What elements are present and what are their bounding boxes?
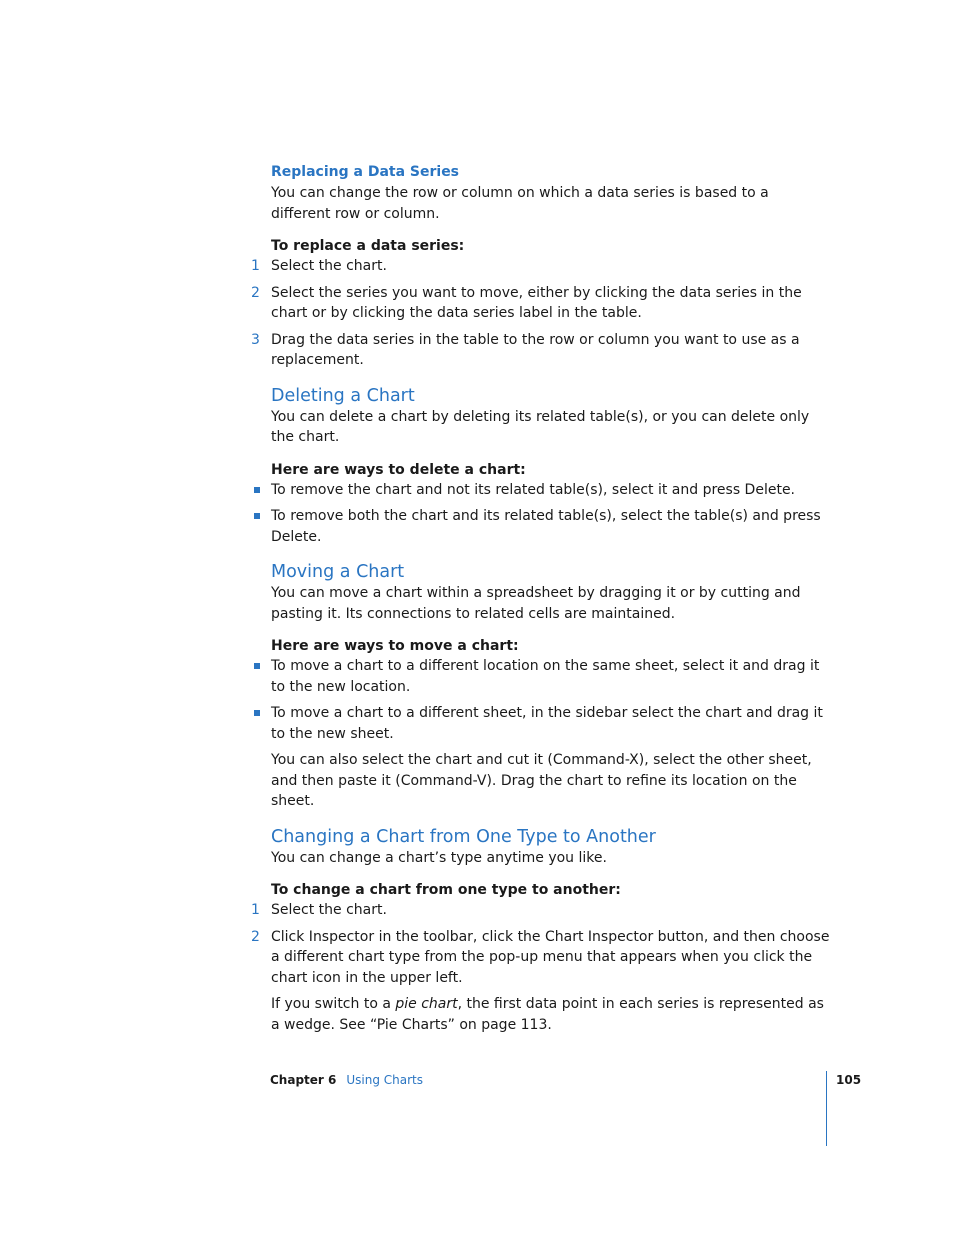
bullet-item [271,656,831,697]
section-note: You can also select the chart and cut it (Command-X), select the other sheet, and then paste it (Command-V). Drag the chart to refine its location on the sheet. [271,752,812,809]
task-lead: Here are ways to move a chart: [271,638,519,654]
task-lead: To replace a data series: [271,238,465,254]
step-item [251,900,831,921]
square-bullet-icon [254,487,260,493]
bullet-item [271,506,831,547]
section-note [271,994,831,1035]
bullet-text: To move a chart to a different sheet, in the sidebar select the chart and drag it to the new sheet. [271,705,823,742]
step-text: Click Inspector in the toolbar, click the Chart Inspector button, and then choose a different chart type from the pop-up menu that appears when you click the chart icon in the upper left. [271,928,830,986]
section-heading-changing: Changing a Chart from One Type to Another [271,826,656,847]
section-heading-moving: Moving a Chart [271,562,405,582]
step-item [251,330,831,371]
step-number: 2 [251,928,260,945]
step-number: 1 [251,902,260,918]
step-item [251,256,831,277]
step-number: 3 [251,331,260,348]
page-footer [270,1071,423,1089]
section-intro: You can change the row or column on which a data series is based to a different row or column. [271,185,769,222]
section-intro: You can change a chart’s type anytime you like. [271,849,607,866]
step-number: 2 [251,284,260,301]
step-item [251,283,831,324]
footer-chapter: Chapter 6 [270,1073,337,1087]
step-text: Select the chart. [271,902,387,918]
square-bullet-icon [254,710,260,716]
note-text-after: , the first data point in each series is represented as a wedge. See “Pie Charts” on page 113. [271,996,824,1033]
bullet-item [271,703,831,744]
section-intro: You can delete a chart by deleting its related table(s), or you can delete only the chart. [271,408,810,445]
step-text: Drag the data series in the table to the row or column you want to use as a replacement. [271,331,800,368]
bullet-text: To remove both the chart and its related table(s), select the table(s) and press Delete. [271,508,821,545]
section-heading-deleting: Deleting a Chart [271,385,415,406]
bullet-text: To move a chart to a different location on the same sheet, select it and drag it to the new location. [271,658,820,695]
page-number: 105 [836,1073,862,1087]
section-heading-replacing: Replacing a Data Series [271,164,460,180]
bullet-text: To remove the chart and not its related table(s), select it and press Delete. [271,481,796,498]
note-emphasis: pie chart [395,996,458,1012]
page-content [251,162,831,1035]
task-lead: To change a chart from one type to another: [271,882,621,898]
step-item [251,927,831,989]
bullet-item [271,480,831,501]
square-bullet-icon [254,513,260,519]
section-intro: You can move a chart within a spreadsheet by dragging it or by cutting and pasting it. Its connections to related cells are maintained. [271,585,801,622]
footer-divider [826,1071,827,1146]
note-text-before: If you switch to a [271,996,396,1012]
task-lead: Here are ways to delete a chart: [271,461,526,478]
step-text: Select the series you want to move, either by clicking the data series in the chart or by clicking the data series label in the table. [271,284,802,321]
step-number: 1 [251,258,260,274]
step-text: Select the chart. [271,258,387,274]
square-bullet-icon [254,663,260,669]
footer-chapter-title: Using Charts [346,1073,423,1087]
